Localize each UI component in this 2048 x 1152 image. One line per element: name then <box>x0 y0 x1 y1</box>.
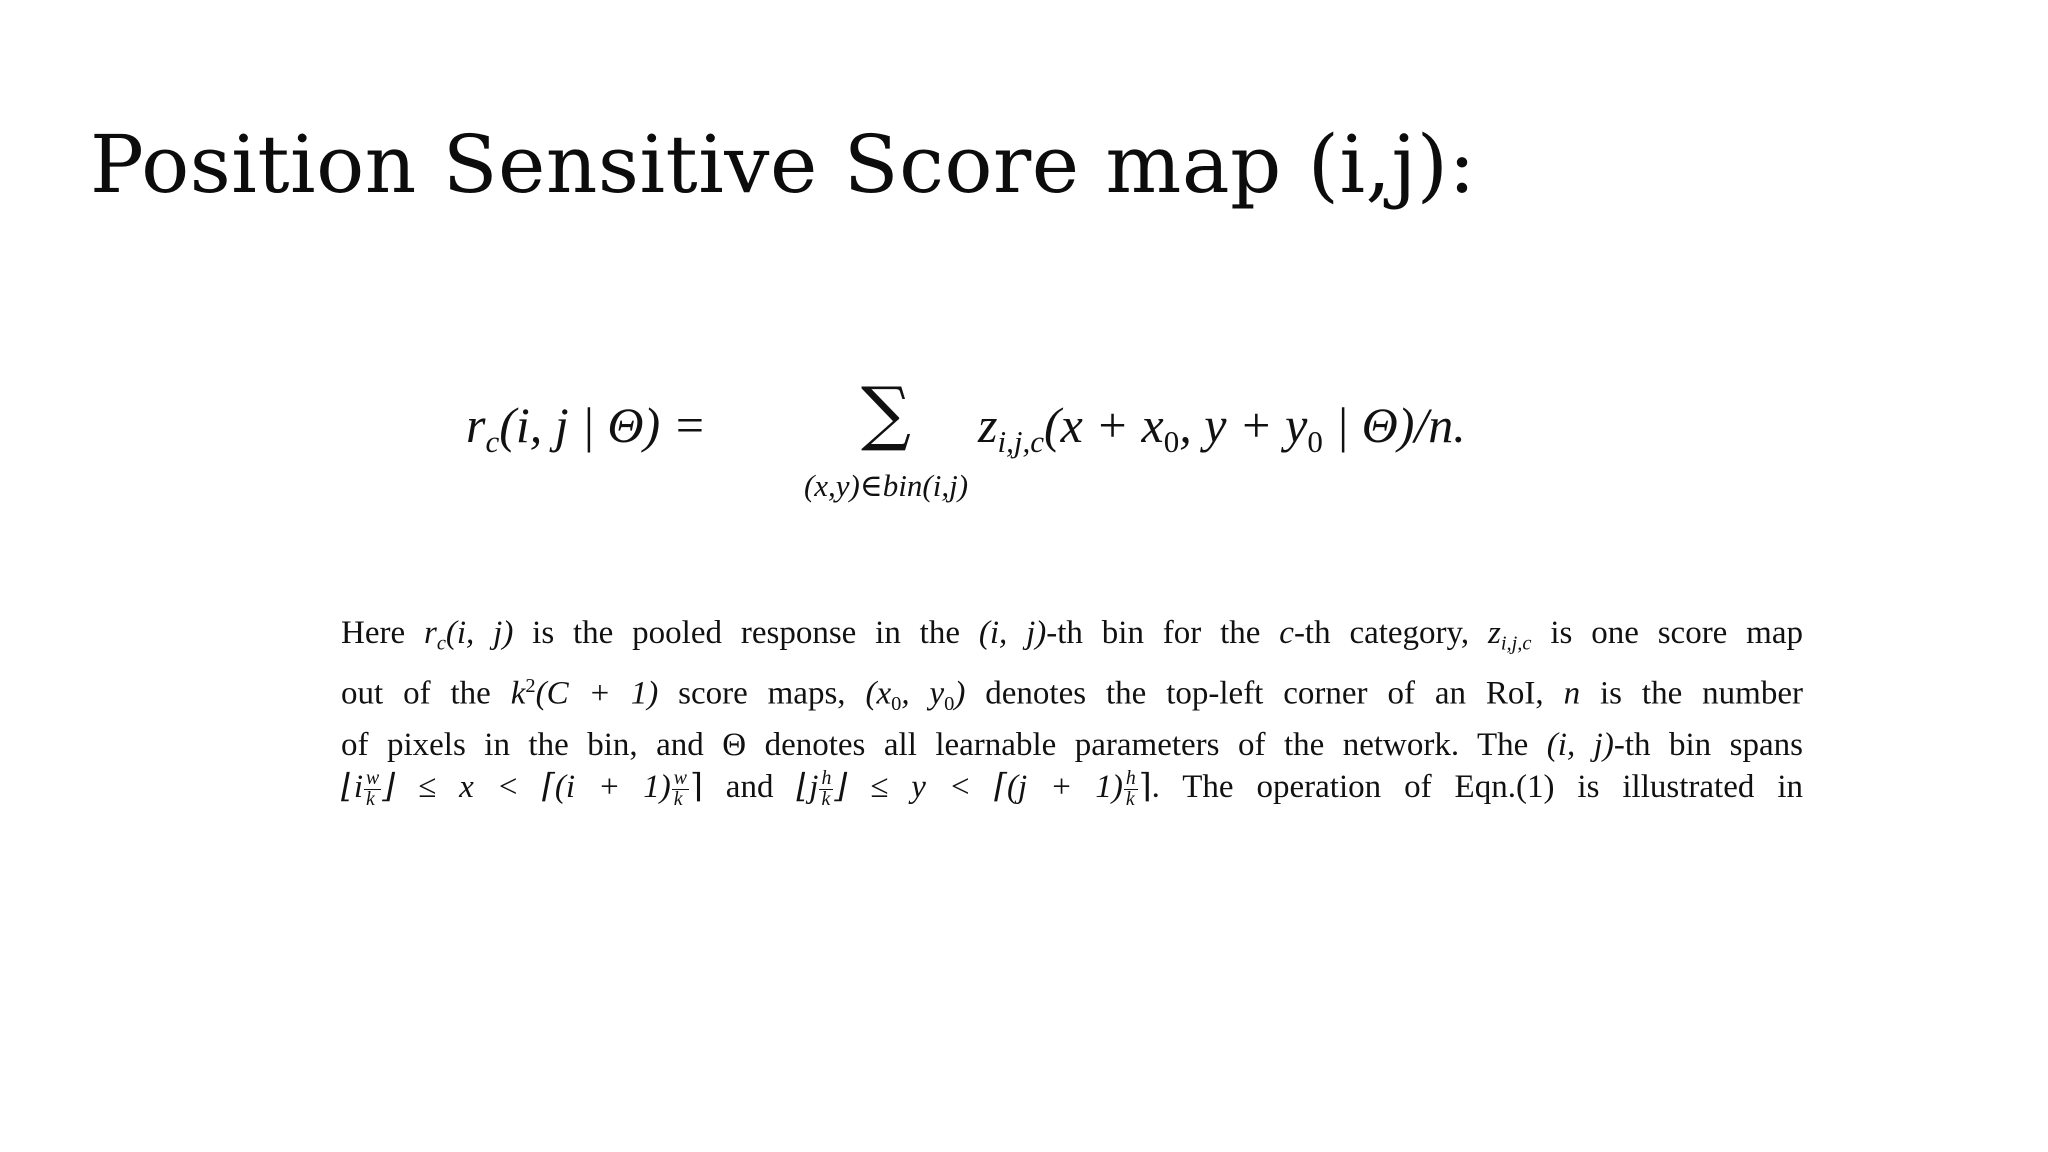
l2-n: n <box>1563 674 1581 711</box>
l4-a1: ⌊i <box>341 769 364 806</box>
l2-t5: , y <box>901 674 945 711</box>
summation-subscript: (x,y)∈bin(i,j) <box>803 468 969 503</box>
l4-t1: and <box>702 769 797 806</box>
fraction-w-over-k-1 <box>364 769 381 810</box>
l4-a2: ⌋ ≤ x < ⌈(i + 1) <box>382 769 671 806</box>
l3-t2: denotes all learnable parameters of the network. The <box>746 727 1547 764</box>
l1-r: r <box>423 615 437 651</box>
l1-t2: (i, j) <box>445 615 514 651</box>
l2-t8: is the number <box>1580 674 1803 711</box>
l2-t4: (x <box>865 674 892 711</box>
paragraph-line-3 <box>341 724 1803 766</box>
eq-lhs-r: r <box>466 397 486 453</box>
eq-lhs-args: (i, j | Θ) = <box>499 397 707 453</box>
l1-z-sub: i,j,c <box>1500 632 1532 655</box>
l1-r-sub: c <box>436 632 446 655</box>
l2-t7: denotes the top-left corner of an RoI, <box>965 674 1564 711</box>
paragraph-line-4 <box>341 766 1803 810</box>
frac4-den: k <box>1125 788 1135 811</box>
l4-b1: ⌊j <box>796 769 819 806</box>
eq-rhs-y0-sub: 0 <box>1307 423 1323 459</box>
l1-t7: -th category, <box>1293 615 1488 651</box>
eq-rhs-z-sub: i,j,c <box>997 423 1044 459</box>
frac2-den: k <box>673 788 683 811</box>
l2-t1: out of the <box>341 674 511 711</box>
frac3-den: k <box>821 788 831 811</box>
slide-title: Position Sensitive Score map (i,j): <box>90 118 1476 211</box>
l2-t6: ) <box>954 674 966 711</box>
eq-lhs-c: c <box>485 423 500 459</box>
l4-b3: ⌉ <box>1138 769 1152 806</box>
explanation-paragraph <box>341 612 1803 810</box>
frac1-den: k <box>366 788 375 811</box>
l3-t4: -th bin spans <box>1613 727 1803 764</box>
score-map-equation <box>466 372 1566 518</box>
eq-rhs-end: | Θ)/n. <box>1322 397 1466 453</box>
l1-t8: is one score map <box>1531 615 1803 651</box>
l1-t4: (i, j) <box>978 615 1047 651</box>
l3-t1: of pixels in the bin, and <box>341 727 723 764</box>
l4-t2: . The operation of Eqn.(1) is illustrated in <box>1151 769 1803 806</box>
l2-k-sup: 2 <box>525 674 536 697</box>
l1-t6: c <box>1279 615 1294 651</box>
l2-t3: score maps, <box>658 674 866 711</box>
eq-rhs-z: z <box>978 397 998 453</box>
frac4-num: h <box>1125 767 1136 790</box>
fraction-h-over-k-2 <box>1124 769 1138 810</box>
frac2-num: w <box>673 767 687 790</box>
sigma-symbol: ∑ <box>861 372 911 454</box>
frac1-num: w <box>366 767 380 790</box>
frac3-num: h <box>821 767 832 790</box>
l4-b2: ⌋ ≤ y < ⌈(j + 1) <box>834 769 1123 806</box>
eq-rhs-x0-sub: 0 <box>1163 423 1180 459</box>
l3-t3: (i, j) <box>1546 727 1614 764</box>
l1-t1: Here <box>341 615 424 651</box>
l2-t2: (C + 1) <box>535 674 659 711</box>
l1-t3: is the pooled response in the <box>513 615 979 651</box>
l3-theta: Θ <box>722 727 747 764</box>
l1-t5: -th bin for the <box>1046 615 1280 651</box>
l4-a3: ⌉ <box>689 769 703 806</box>
fraction-w-over-k-2 <box>672 769 689 810</box>
fraction-h-over-k-1 <box>819 769 833 810</box>
l2-x0-sub: 0 <box>891 692 902 715</box>
eq-rhs-args: (x + x <box>1043 397 1164 453</box>
eq-rhs-mid: , y + y <box>1179 397 1308 453</box>
paragraph-line-2 <box>341 665 1803 725</box>
equation-rhs <box>978 396 1466 460</box>
l2-k: k <box>510 674 526 711</box>
equation-summation <box>786 372 986 504</box>
l2-y0-sub: 0 <box>944 692 955 715</box>
equation-lhs <box>466 396 706 460</box>
paragraph-line-1 <box>341 612 1803 665</box>
l1-z: z <box>1488 615 1501 651</box>
